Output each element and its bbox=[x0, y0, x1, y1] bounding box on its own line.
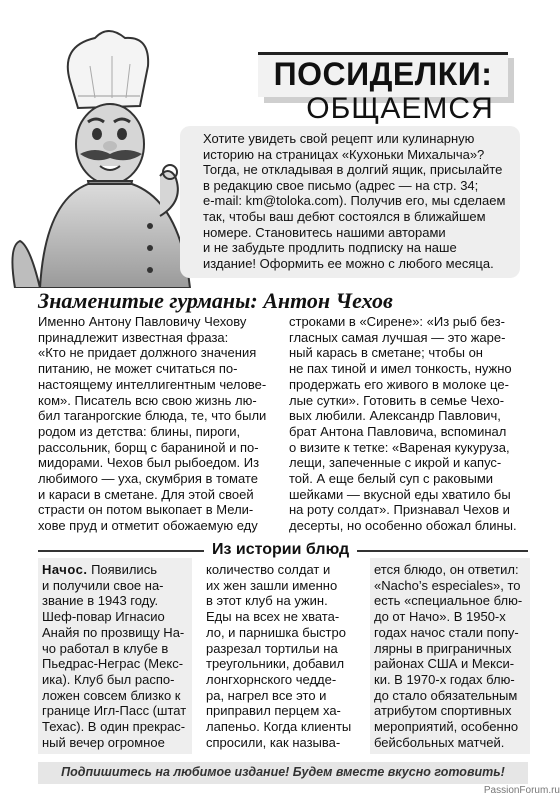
intro-line: так, чтобы ваш дебют состоялся в ближайшем bbox=[203, 208, 486, 224]
text-line: и караси в сметане. Для этой своей bbox=[38, 486, 254, 502]
intro-text bbox=[203, 131, 509, 271]
text-line: Анайя по прозвищу На- bbox=[42, 624, 185, 640]
text-line: хове пруд и отметит обожаемую еду bbox=[38, 518, 258, 534]
text-line: треугольники, добавил bbox=[206, 656, 345, 672]
text-line: не пах тиной и имел тонкость, нужно bbox=[289, 361, 512, 377]
text-line: атрибутом спортивных bbox=[374, 703, 512, 719]
text-line: ра, нагрел все это и bbox=[206, 687, 327, 703]
intro-line: номере. Становитесь нашими авторами bbox=[203, 224, 446, 240]
text-line: ложен совсем близко к bbox=[42, 687, 181, 703]
text-line: ный карась в сметане; чтобы он bbox=[289, 345, 483, 361]
text-line: Техас). В один прекрас- bbox=[42, 719, 186, 735]
text-line bbox=[42, 562, 190, 578]
article-column-1 bbox=[38, 314, 274, 534]
watermark: PassionForum.ru bbox=[483, 785, 560, 796]
text-line: Именно Антону Павловичу Чехову bbox=[38, 314, 247, 329]
history-column-2 bbox=[206, 562, 358, 750]
text-line: на роту солдат». Признавал Чехов и bbox=[289, 502, 510, 518]
text-line: ло, и парнишка быстро bbox=[206, 624, 346, 640]
intro-line: и не забудьте продлить подписку на наше bbox=[203, 240, 457, 256]
intro-line: e-mail: km@toloka.com). Получив его, мы сделаем bbox=[203, 193, 506, 209]
text-line: количество солдат и bbox=[206, 562, 331, 577]
text-line: ный вечер огромное bbox=[42, 734, 165, 750]
text-line: шейками — вкусной еды хватило бы bbox=[289, 486, 511, 502]
section-heading: Из истории блюд bbox=[204, 541, 357, 559]
text-line: бил таганрогские блюда, те, что были bbox=[38, 408, 267, 424]
text-line: Шеф-повар Игнасио bbox=[42, 609, 165, 625]
text-line: брат Антона Павловича, вспоминал bbox=[289, 423, 507, 439]
text-line: мидорами. Чехов был рыбоедом. Из bbox=[38, 455, 260, 471]
intro-line: Хотите увидеть свой рецепт или кулинарную bbox=[203, 131, 475, 146]
text-line: звание в 1943 году. bbox=[42, 593, 159, 609]
text-line: принадлежит известная фраза: bbox=[38, 329, 229, 345]
text-line: лонгхорнского чедде- bbox=[206, 671, 337, 687]
text-line: спросили, как называ- bbox=[206, 734, 341, 750]
text-line: есть «специальное блю- bbox=[374, 593, 523, 609]
text-line: их жен зашли именно bbox=[206, 577, 338, 593]
text-line: бейсбольных матчей. bbox=[374, 734, 505, 750]
intro-line: в редакцию свое письмо (адрес — на стр. 34; bbox=[203, 177, 479, 193]
intro-line: историю на страницах «Кухоньки Михалыча»? bbox=[203, 146, 485, 162]
text-line: десерты, но особенно обожал блины. bbox=[289, 518, 517, 534]
text-line: Еды на всех не хвата- bbox=[206, 609, 340, 625]
text-line: продержать его живого в молоке це- bbox=[289, 376, 509, 392]
history-lead-rest: Появились bbox=[87, 562, 157, 577]
text-line: рассольник, борщ с бараниной и по- bbox=[38, 439, 259, 455]
text-line: «Кто не придает должного значения bbox=[38, 345, 257, 361]
page-title: ПОСИДЕЛКИ: bbox=[273, 56, 493, 92]
text-line: ика). Клуб был распо- bbox=[42, 671, 175, 687]
text-line: настоящему интеллигентным челове- bbox=[38, 376, 267, 392]
text-line: о визите к тетке: «Вареная кукуруза, bbox=[289, 439, 510, 455]
text-line: в этот клуб на ужин. bbox=[206, 593, 328, 609]
history-column-3 bbox=[374, 562, 526, 750]
text-line: лапеньо. Когда клиенты bbox=[206, 719, 352, 735]
text-line: «Nacho’s especiales», то bbox=[374, 577, 521, 593]
intro-line: издание! Оформить ее можно с любого месяца. bbox=[203, 255, 494, 271]
text-line: любимого — уха, скумбрия в томате bbox=[38, 471, 258, 487]
text-line: родом из детства: блины, пироги, bbox=[38, 423, 241, 439]
text-line: строками в «Сирене»: «Из рыб без- bbox=[289, 314, 505, 329]
chef-illustration bbox=[0, 26, 205, 288]
page-subtitle: ОБЩАЕМСЯ bbox=[306, 92, 494, 125]
text-line: чо работал в клубе в bbox=[42, 640, 169, 656]
text-line: ется блюдо, он ответил: bbox=[374, 562, 519, 577]
text-line: питанию, не может считаться по- bbox=[38, 361, 238, 377]
text-line: до от Начо». В 1950-х bbox=[374, 609, 506, 625]
text-line: Пьедрас-Неграс (Мекс- bbox=[42, 656, 184, 672]
text-line: разрезал тортильи на bbox=[206, 640, 338, 656]
text-line: годах начос стали попу- bbox=[374, 624, 519, 640]
text-line: и получили свое на- bbox=[42, 577, 164, 593]
article-headline: Знаменитые гурманы: Антон Чехов bbox=[38, 288, 393, 313]
text-line: приправил перцем ха- bbox=[206, 703, 341, 719]
article-column-2 bbox=[289, 314, 527, 534]
text-line: лещи, запеченные с икрой и капус- bbox=[289, 455, 502, 471]
text-line: лярны в приграничных bbox=[374, 640, 512, 656]
text-line: гласных самая лучшая — это жаре- bbox=[289, 329, 506, 345]
text-line: до стало обязательным bbox=[374, 687, 518, 703]
text-line: лые сутки». Готовить в семье Чехо- bbox=[289, 392, 505, 408]
text-line: ки. В 1970-х годах блю- bbox=[374, 671, 515, 687]
text-line: районах США и Мекси- bbox=[374, 656, 515, 672]
text-line: мероприятий, особенно bbox=[374, 719, 519, 735]
footer-slogan: Подпишитесь на любимое издание! Будем вместе вкусно готовить! bbox=[61, 765, 505, 779]
history-column-1 bbox=[42, 562, 190, 750]
text-line: ком». Писатель всю свою жизнь лю- bbox=[38, 392, 257, 408]
intro-line: Тогда, не откладывая в долгий ящик, присылайте bbox=[203, 162, 503, 178]
text-line: страсти он потом выкопает в Мели- bbox=[38, 502, 254, 518]
text-line: вых любили. Александр Павлович, bbox=[289, 408, 501, 424]
text-line: границе Игл-Пасс (штат bbox=[42, 703, 187, 719]
text-line: той. А еще белый суп с раковыми bbox=[289, 471, 494, 487]
history-lead: Начос. bbox=[42, 562, 88, 577]
